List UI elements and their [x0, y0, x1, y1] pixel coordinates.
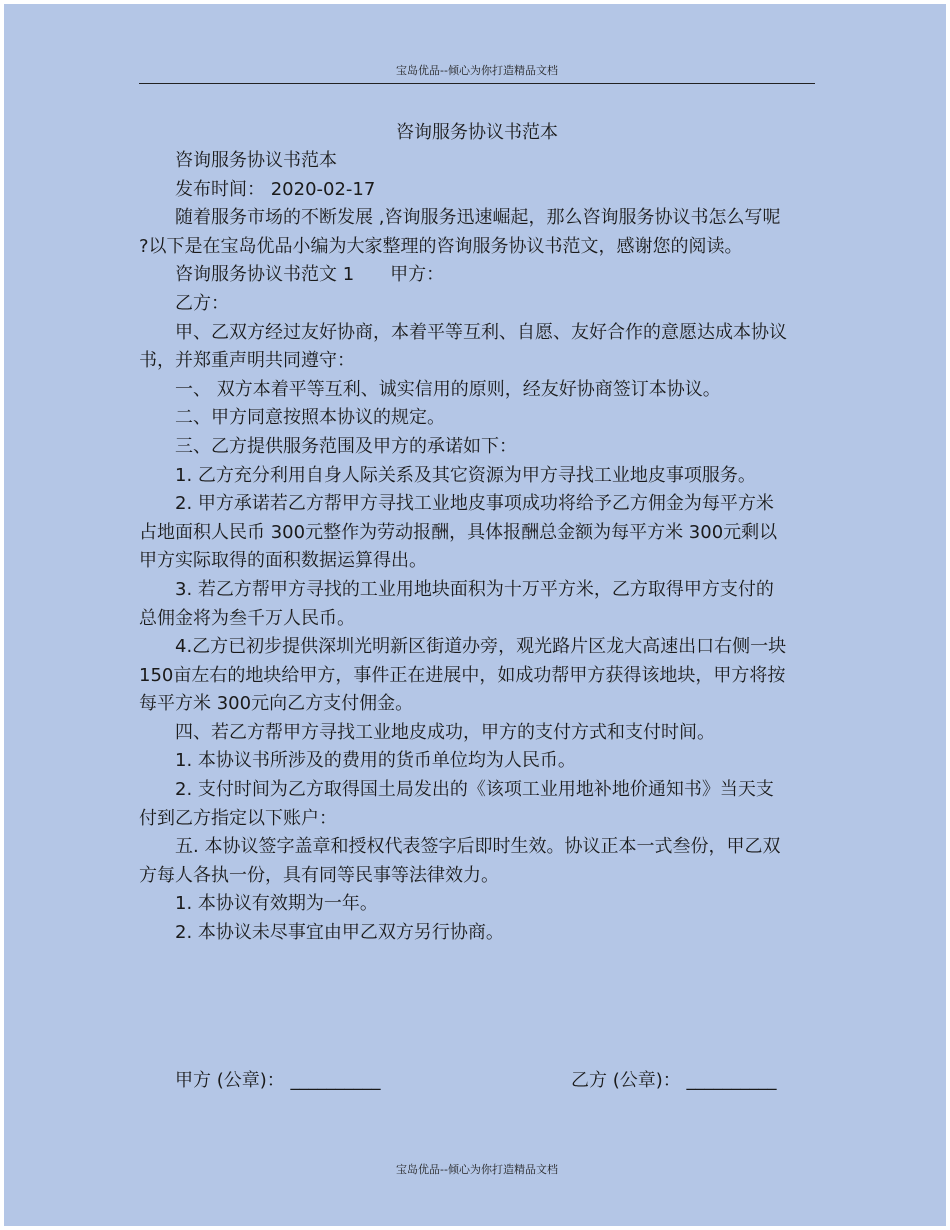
- paragraph: 2. 甲方承诺若乙方帮甲方寻找工业地皮事项成功将给予乙方佣金为每平方米占地面积人民币 300元整作为劳动报酬，具体报酬总金额为每平方米 300元剩以甲方实际取得的面积数据运算得出。: [139, 493, 778, 572]
- paragraph: 1. 乙方充分利用自身人际关系及其它资源为甲方寻找工业地皮事项服务。: [175, 464, 756, 486]
- document-title: 咨询服务协议书范本: [396, 122, 558, 143]
- party-b-signature: 乙方 (公章)： __________: [571, 1070, 777, 1091]
- paragraph: 咨询服务协议书范本: [175, 150, 337, 171]
- paragraph: 4.乙方已初步提供深圳光明新区街道办旁，观光路片区龙大高速出口右侧一块 150亩左右的地块给甲方，事件正在进展中，如成功帮甲方获得该地块，甲方将按每平方米 300元向乙方支付佣金。: [139, 636, 787, 715]
- page-header: 宝岛优品--倾心为你打造精品文档: [139, 62, 815, 84]
- paragraph: 随着服务市场的不断发展 ,咨询服务迅速崛起，那么咨询服务协议书怎么写呢 ?以下是在宝岛优品小编为大家整理的咨询服务协议书范文，感谢您的阅读。: [139, 207, 781, 257]
- party-a-signature: 甲方 (公章)： __________: [175, 1070, 381, 1091]
- paragraph: 咨询服务协议书范文 1 甲方：: [175, 264, 445, 286]
- page-footer: 宝岛优品--倾心为你打造精品文档: [396, 1163, 558, 1176]
- paragraph: 2. 本协议未尽事宜由甲乙双方另行协商。: [175, 922, 504, 944]
- document-body: [139, 147, 789, 948]
- paragraph: 五. 本协议签字盖章和授权代表签字后即时生效。协议正本一式叁份，甲乙双方每人各执一份，具有同等民事等法律效力。: [139, 836, 781, 886]
- document-page: [4, 4, 946, 1226]
- paragraph: 乙方：: [175, 292, 229, 314]
- paragraph: 三、乙方提供服务范围及甲方的承诺如下：: [175, 435, 517, 457]
- paragraph: 1. 本协议有效期为一年。: [175, 893, 378, 915]
- paragraph: 2. 支付时间为乙方取得国土局发出的《该项工业用地补地价通知书》当天支付到乙方指定以下账户：: [139, 779, 774, 829]
- paragraph: 发布时间： 2020-02-17: [175, 178, 376, 200]
- paragraph: 甲、乙双方经过友好协商，本着平等互利、自愿、友好合作的意愿达成本协议书，并郑重声明共同遵守：: [139, 321, 787, 372]
- paragraph: 3. 若乙方帮甲方寻找的工业用地块面积为十万平方米，乙方取得甲方支付的总佣金将为叁千万人民币。: [139, 578, 774, 629]
- paragraph: 一、 双方本着平等互利、诚实信用的原则，经友好协商签订本协议。: [175, 378, 721, 400]
- paragraph: 1. 本协议书所涉及的费用的货币单位均为人民币。: [175, 750, 576, 772]
- paragraph: 四、若乙方帮甲方寻找工业地皮成功，甲方的支付方式和支付时间。: [175, 721, 715, 743]
- paragraph: 二、甲方同意按照本协议的规定。: [175, 407, 445, 429]
